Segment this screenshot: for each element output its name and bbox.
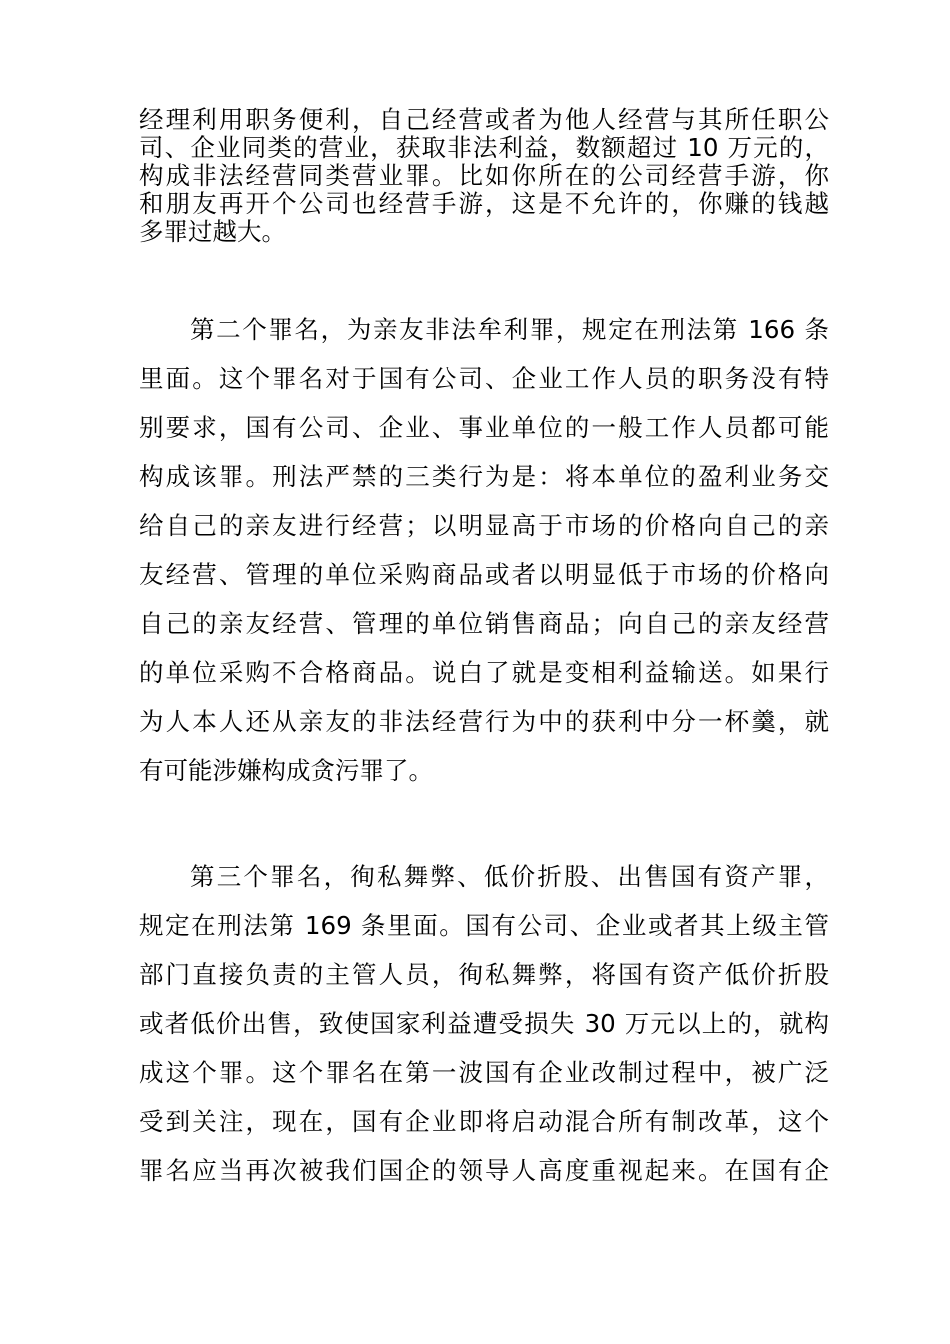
- paragraph-line: 和朋友再开个公司也经营手游，这是不允许的，你赚的钱越: [139, 189, 829, 218]
- paragraph-line: 第三个罪名，徇私舞弊、低价折股、出售国有资产罪，: [190, 862, 829, 891]
- paragraph-line: 有可能涉嫌构成贪污罪了。: [139, 756, 433, 785]
- paragraph-line: 经理利用职务便利，自己经营或者为他人经营与其所任职公: [139, 105, 829, 134]
- paragraph-line: 或者低价出售，致使国家利益遭受损失 30 万元以上的，就构: [139, 1009, 829, 1038]
- paragraph-line: 部门直接负责的主管人员，徇私舞弊，将国有资产低价折股: [139, 960, 829, 989]
- paragraph-line: 成这个罪。这个罪名在第一波国有企业改制过程中，被广泛: [139, 1058, 829, 1087]
- paragraph-line: 受到关注，现在，国有企业即将启动混合所有制改革，这个: [139, 1107, 829, 1136]
- paragraph-line: 给自己的亲友进行经营；以明显高于市场的价格向自己的亲: [139, 511, 829, 540]
- paragraph-line: 别要求，国有公司、企业、事业单位的一般工作人员都可能: [139, 413, 829, 442]
- paragraph-line: 友经营、管理的单位采购商品或者以明显低于市场的价格向: [139, 560, 829, 589]
- paragraph-line: 多罪过越大。: [139, 217, 286, 246]
- paragraph-line: 司、企业同类的营业，获取非法利益，数额超过 10 万元的，: [139, 133, 829, 162]
- paragraph-line: 为人本人还从亲友的非法经营行为中的获利中分一杯羹，就: [139, 707, 829, 736]
- paragraph-line: 第二个罪名，为亲友非法牟利罪，规定在刑法第 166 条: [190, 315, 829, 344]
- paragraph-line: 的单位采购不合格商品。说白了就是变相利益输送。如果行: [139, 658, 829, 687]
- paragraph-line: 规定在刑法第 169 条里面。国有公司、企业或者其上级主管: [139, 911, 829, 940]
- paragraph-line: 自己的亲友经营、管理的单位销售商品；向自己的亲友经营: [139, 609, 829, 638]
- paragraph-line: 构成该罪。刑法严禁的三类行为是：将本单位的盈利业务交: [139, 462, 829, 491]
- paragraph-line: 罪名应当再次被我们国企的领导人高度重视起来。在国有企: [139, 1156, 829, 1185]
- paragraph-line: 里面。这个罪名对于国有公司、企业工作人员的职务没有特: [139, 364, 829, 393]
- paragraph-line: 构成非法经营同类营业罪。比如你所在的公司经营手游，你: [139, 161, 829, 190]
